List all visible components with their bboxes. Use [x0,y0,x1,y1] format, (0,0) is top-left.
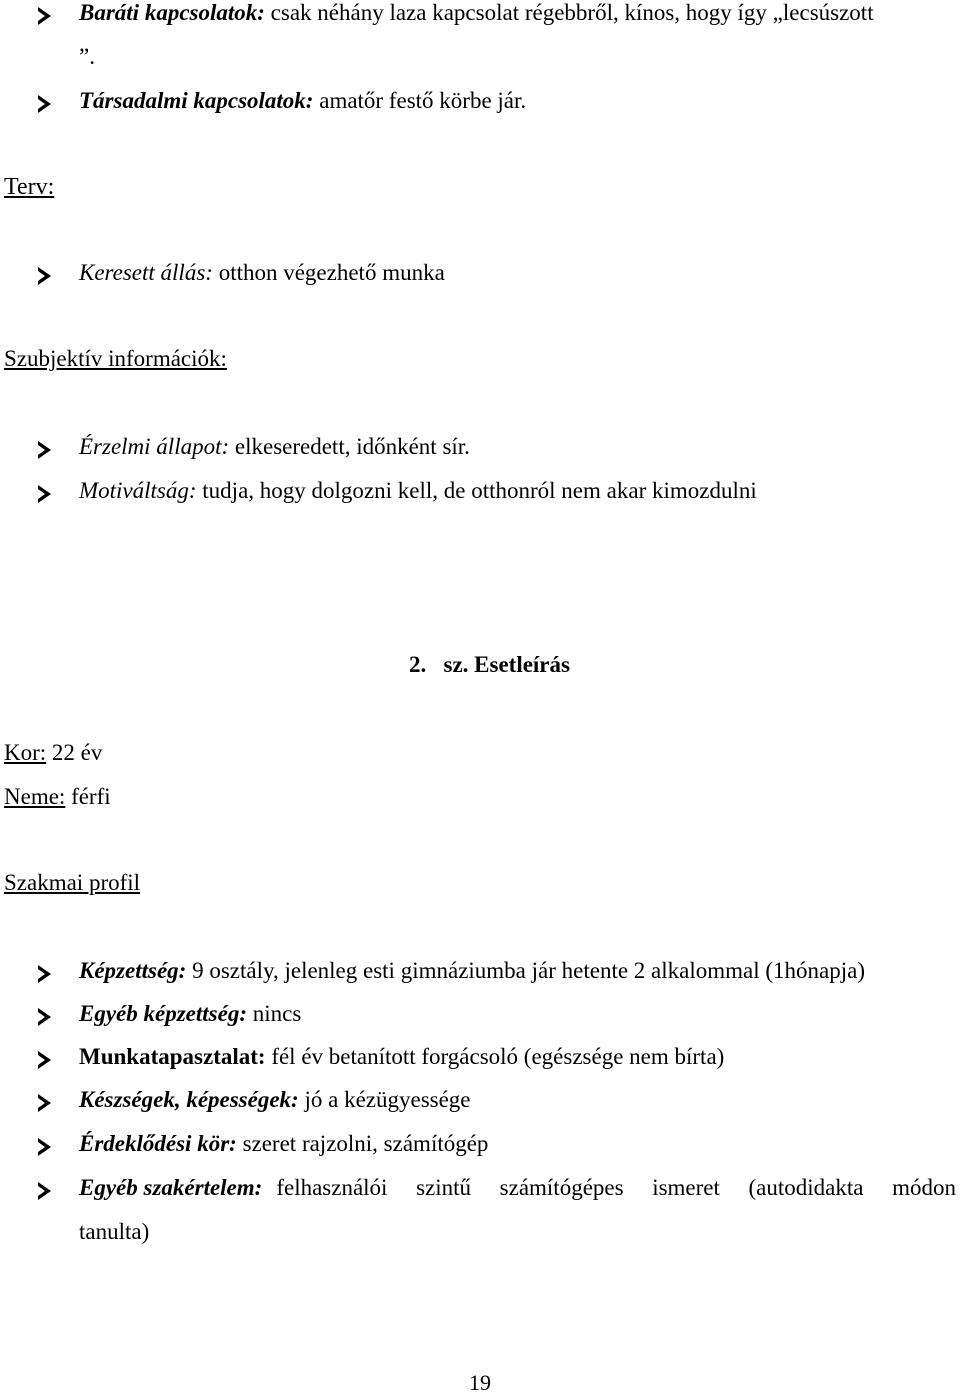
item-value: otthon végezhető munka [212,260,445,285]
case-title: 2. sz. Esetleírás [409,652,570,677]
bullet-continuation: ”. [79,44,95,69]
item-value: nincs [246,1001,302,1026]
arrow-bullet-icon [0,1046,60,1072]
item-label: Készségek, képességek: [79,1087,299,1112]
item-label: Motiváltság: [79,478,197,503]
item-label: Érzelmi állapot: [79,434,230,459]
item-value-word: ismeret [652,1175,720,1200]
item-label: Keresett állás: [79,260,213,285]
bullet-text [79,1044,724,1070]
item-value-word: szintű [416,1175,472,1200]
bullet-text [79,0,874,26]
item-value: jó a kézügyessége [298,1087,471,1112]
bullet-text [79,88,526,114]
plan-heading: Terv: [4,174,55,200]
item-value: amatőr festő körbe jár. [313,88,527,113]
page-number: 19 [469,1370,491,1395]
arrow-bullet-icon [0,480,60,506]
arrow-bullet-icon [0,262,60,288]
subjective-heading: Szubjektív információk: [4,346,227,371]
arrow-bullet-icon [0,1089,60,1115]
arrow-bullet-icon [0,1003,60,1029]
sex-line [4,784,111,810]
arrow-bullet-icon [0,1133,60,1159]
item-value-word: módon [892,1175,956,1200]
arrow-bullet-icon [0,1177,60,1203]
item-value: csak néhány laza kapcsolat régebbről, kínos, hogy így „lecsúszott [264,0,874,25]
item-value-words [276,1175,956,1201]
age-label: Kor: [4,740,47,765]
item-value: elkeseredett, időnként sír. [229,434,470,459]
item-value: 9 osztály, jelenleg esti gimnáziumba jár hetente 2 alkalommal (1hónapja) [186,958,866,983]
item-label: Egyéb képzettség: [79,1001,247,1026]
item-value: fél év betanított forgácsoló (egészsége nem bírta) [265,1044,725,1069]
arrow-bullet-icon [0,960,60,986]
item-value-word: felhasználói [276,1175,388,1200]
item-value: tudja, hogy dolgozni kell, de otthonról nem akar kimozdulni [196,478,757,503]
sex-value: férfi [65,784,111,809]
age-value: 22 év [46,740,103,765]
item-label: Érdeklődési kör: [79,1131,237,1156]
bullet-text-justified [79,1175,956,1201]
arrow-bullet-icon [0,2,60,28]
arrow-bullet-icon [0,90,60,116]
bullet-text [79,478,757,504]
item-value: szeret rajzolni, számítógép [236,1131,489,1156]
item-value-word: számítógépes [499,1175,624,1200]
sex-label: Neme: [4,784,66,809]
item-label: Egyéb szakértelem: [79,1175,263,1200]
arrow-bullet-icon [0,436,60,462]
item-label: Társadalmi kapcsolatok: [79,88,314,113]
age-line [4,740,102,766]
item-value-word: (autodidakta [748,1175,864,1200]
bullet-text [79,1087,471,1113]
bullet-text [79,260,445,286]
bullet-continuation: tanulta) [79,1219,150,1244]
item-label: Munkatapasztalat: [79,1044,266,1069]
bullet-text [79,434,470,460]
bullet-text [79,1131,488,1157]
bullet-text [79,958,865,984]
professional-profile-heading: Szakmai profil [4,870,141,895]
item-label: Képzettség: [79,958,187,983]
bullet-text [79,1001,301,1027]
item-label: Baráti kapcsolatok: [79,0,265,25]
